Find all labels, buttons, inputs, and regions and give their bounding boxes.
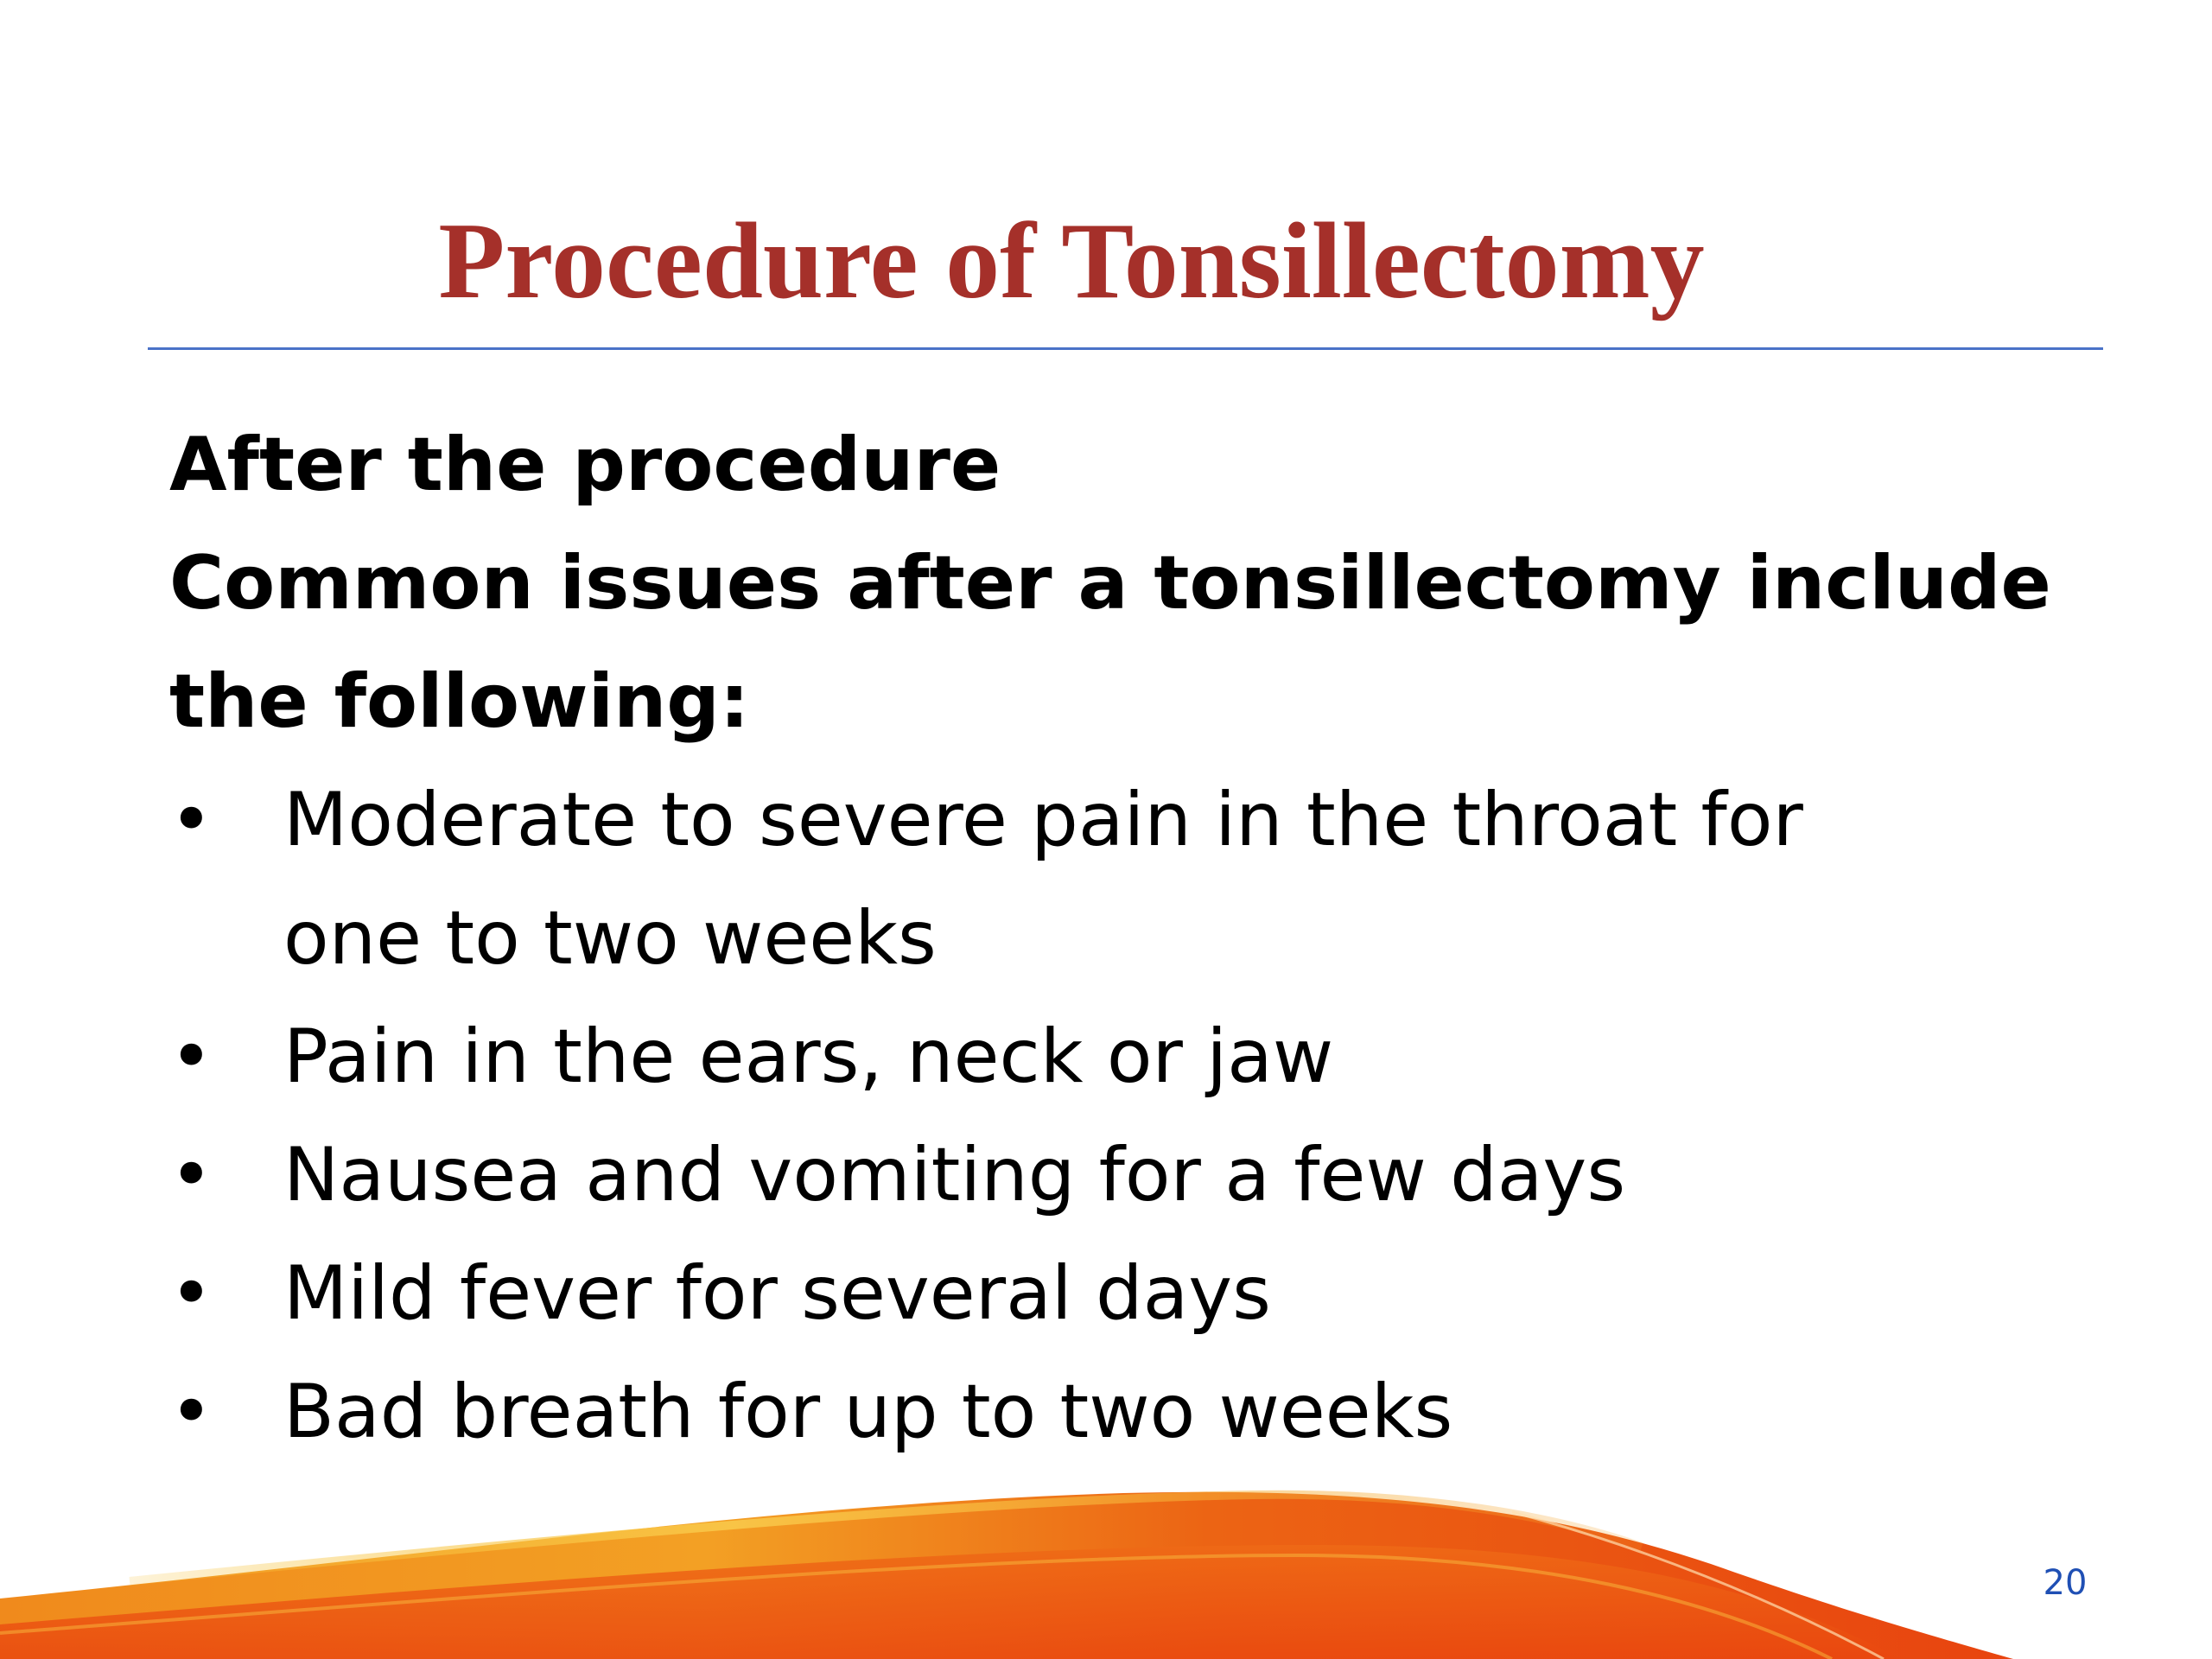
heading-line: Common issues after a tonsillectomy include bbox=[169, 540, 2051, 626]
bullet-item bbox=[169, 1235, 2113, 1353]
bullet-icon: • bbox=[169, 1250, 213, 1337]
bullet-text: Mild fever for several days bbox=[283, 1250, 1271, 1337]
bullet-icon: • bbox=[169, 777, 213, 863]
bullet-item bbox=[169, 761, 2113, 998]
heading-line: After the procedure bbox=[169, 422, 1001, 508]
bullet-text: Pain in the ears, neck or jaw bbox=[283, 1014, 1334, 1100]
decorative-wave bbox=[0, 1452, 2212, 1659]
bullet-icon: • bbox=[169, 1014, 213, 1100]
bullet-text: one to two weeks bbox=[283, 895, 937, 982]
slide-title: Procedure of Tonsillectomy bbox=[438, 201, 1705, 321]
bullet-icon: • bbox=[169, 1369, 213, 1455]
bullet-text: Bad breath for up to two weeks bbox=[283, 1369, 1453, 1455]
bullet-item bbox=[169, 1116, 2113, 1235]
bullet-item bbox=[169, 998, 2113, 1116]
bullet-text: Nausea and vomiting for a few days bbox=[283, 1132, 1626, 1218]
slide-body bbox=[169, 406, 2113, 1471]
heading-line: the following: bbox=[169, 658, 750, 745]
title-underline bbox=[148, 347, 2103, 350]
page-number: 20 bbox=[2043, 1563, 2088, 1603]
bullet-list bbox=[169, 761, 2113, 1471]
bullet-icon: • bbox=[169, 1132, 213, 1218]
bullet-text: Moderate to severe pain in the throat for bbox=[283, 777, 1803, 863]
